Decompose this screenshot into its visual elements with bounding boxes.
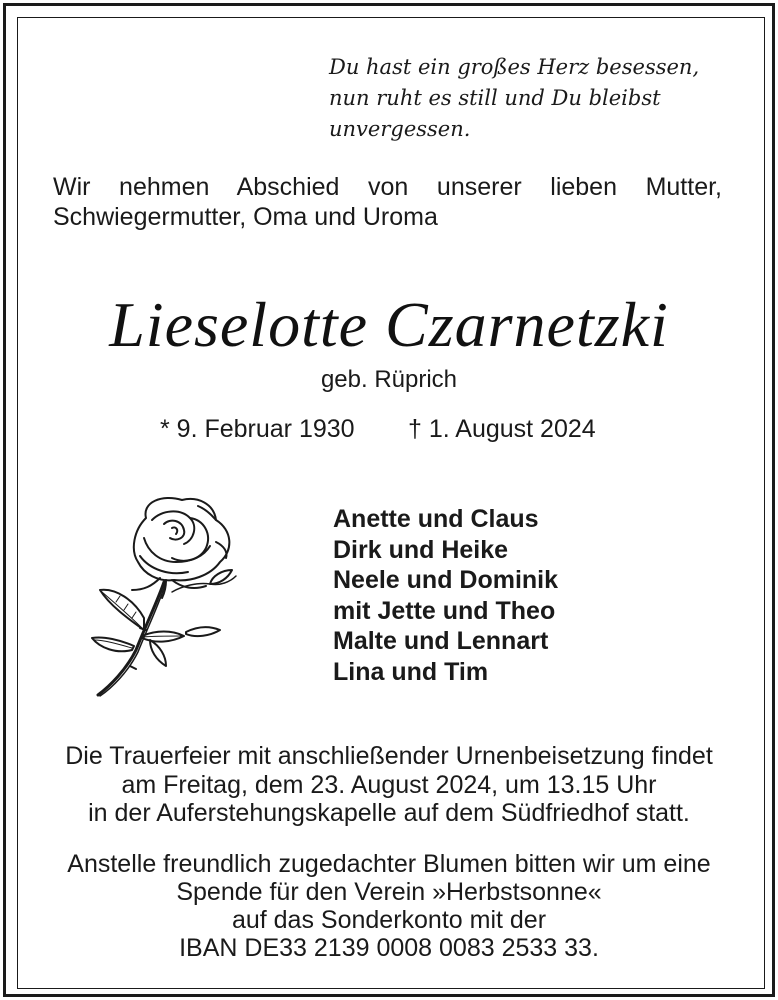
donation-line: Spende für den Verein »Herbstsonne« bbox=[176, 878, 602, 906]
intro-line: Wir nehmen Abschied von unserer lieben Mutter, bbox=[53, 173, 722, 201]
poem-line: nun ruht es still und Du bleibst bbox=[329, 86, 661, 110]
birth-date: * 9. Februar 1930 bbox=[160, 415, 355, 443]
death-date: † 1. August 2024 bbox=[408, 415, 596, 443]
family-member: Lina und Tim bbox=[333, 657, 489, 686]
ceremony-line: Die Trauerfeier mit anschließender Urnenbeisetzung findet bbox=[65, 742, 713, 770]
family-list bbox=[333, 504, 693, 687]
poem-line: unvergessen. bbox=[329, 117, 471, 141]
donation-line: Anstelle freundlich zugedachter Blumen bitten wir um eine bbox=[67, 850, 711, 878]
donation-line: IBAN DE33 2139 0008 0083 2533 33. bbox=[179, 934, 599, 962]
deceased-name: Lieselotte Czarnetzki bbox=[109, 289, 669, 360]
poem-line: Du hast ein großes Herz besessen, bbox=[329, 55, 700, 79]
rose-icon bbox=[86, 490, 246, 700]
maiden-name: geb. Rüprich bbox=[320, 366, 458, 393]
family-member: Anette und Claus bbox=[333, 505, 539, 533]
intro-line: Schwiegermutter, Oma und Uroma bbox=[53, 203, 438, 231]
poem bbox=[329, 52, 749, 145]
family-member: mit Jette und Theo bbox=[333, 596, 556, 625]
life-dates bbox=[160, 412, 620, 448]
ceremony-info bbox=[0, 742, 778, 828]
ceremony-line: in der Auferstehungskapelle auf dem Südfriedhof statt. bbox=[88, 799, 690, 827]
family-member: Malte und Lennart bbox=[333, 627, 549, 655]
intro-text bbox=[53, 172, 722, 232]
donation-info bbox=[0, 850, 778, 962]
family-member: Neele und Dominik bbox=[333, 566, 559, 594]
family-member: Dirk und Heike bbox=[333, 535, 509, 564]
donation-line: auf das Sonderkonto mit der bbox=[231, 906, 547, 934]
ceremony-line: am Freitag, dem 23. August 2024, um 13.15 Uhr bbox=[121, 770, 657, 799]
